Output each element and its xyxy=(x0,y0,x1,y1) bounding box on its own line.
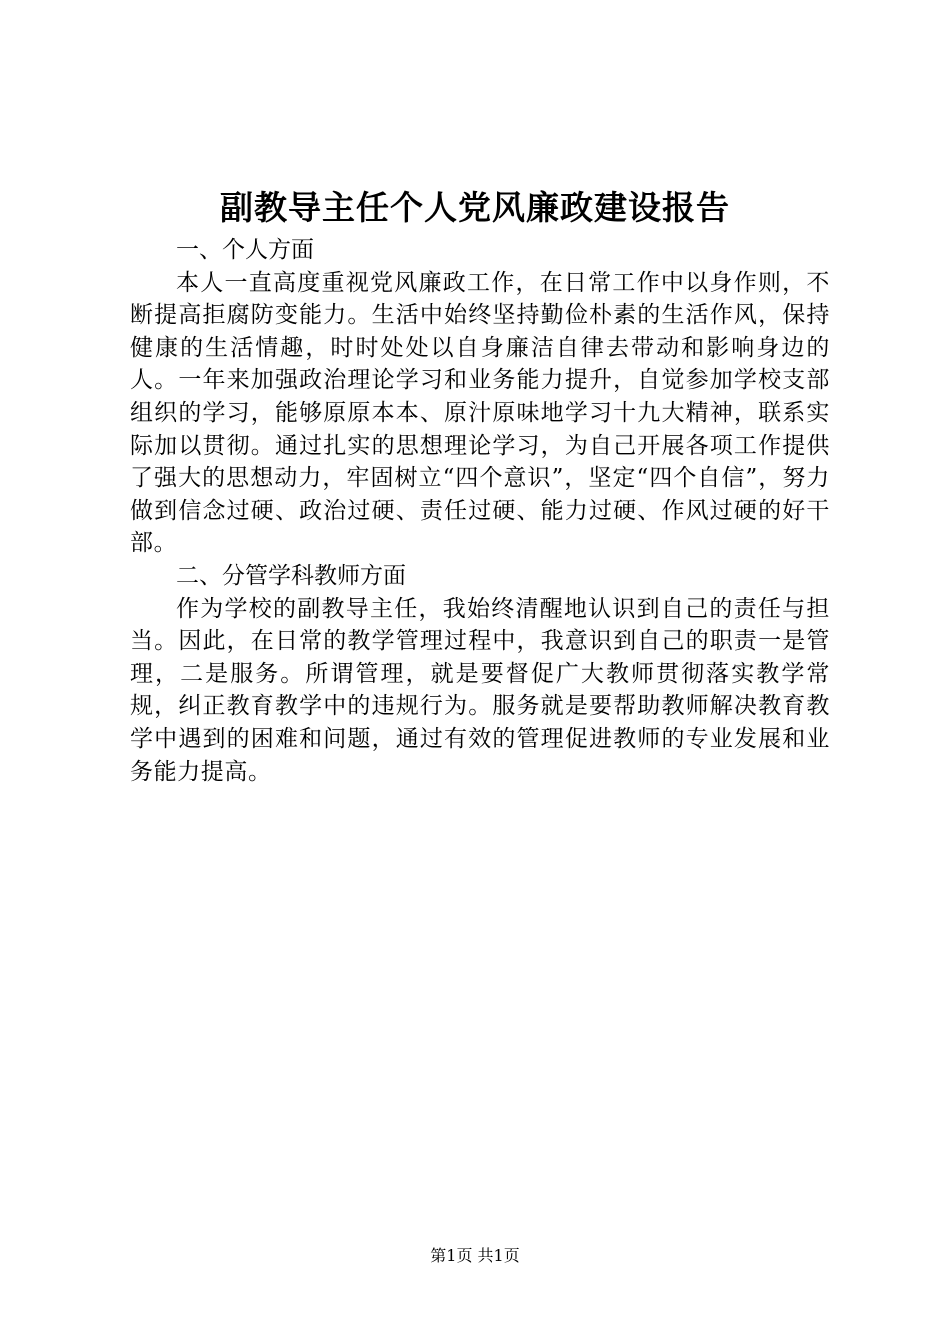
section-heading-personal: 一、个人方面 xyxy=(176,237,314,263)
section-heading-teachers: 二、分管学科教师方面 xyxy=(176,562,406,589)
document-title: 副教导主任个人党风廉政建设报告 xyxy=(220,188,730,227)
document-body xyxy=(130,234,830,788)
section-paragraph-teachers: 作为学校的副教导主任，我始终清醒地认识到自己的责任与担当。因此，在日常的教学管理过程中，我意识到自己的职责一是管理，二是服务。所谓管理，就是要督促广大教师贯彻落实教学常规，纠正教育教学中的违规行为。服务就是要帮助教师解决教育教学中遇到的困难和问题，通过有效的管理促进教师的专业发展和业务能力提高。 xyxy=(130,595,830,785)
page-footer: 第1页 共1页 xyxy=(430,1246,520,1265)
section-paragraph-personal: 本人一直高度重视党风廉政工作，在日常工作中以身作则，不断提高拒腐防变能力。生活中始终坚持勤俭朴素的生活作风，保持健康的生活情趣，时时处处以自身廉洁自律去带动和影响身边的人。一年来加强政治理论学习和业务能力提升，自觉参加学校支部组织的学习，能够原原本本、原汁原味地学习十九大精神，联系实际加以贯彻。通过扎实的思想理论学习，为自己开展各项工作提供了强大的思想动力，牢固树立“四个意识”，坚定“四个自信”，努力做到信念过硬、政治过硬、责任过硬、能力过硬、作风过硬的好干部。 xyxy=(130,269,830,557)
